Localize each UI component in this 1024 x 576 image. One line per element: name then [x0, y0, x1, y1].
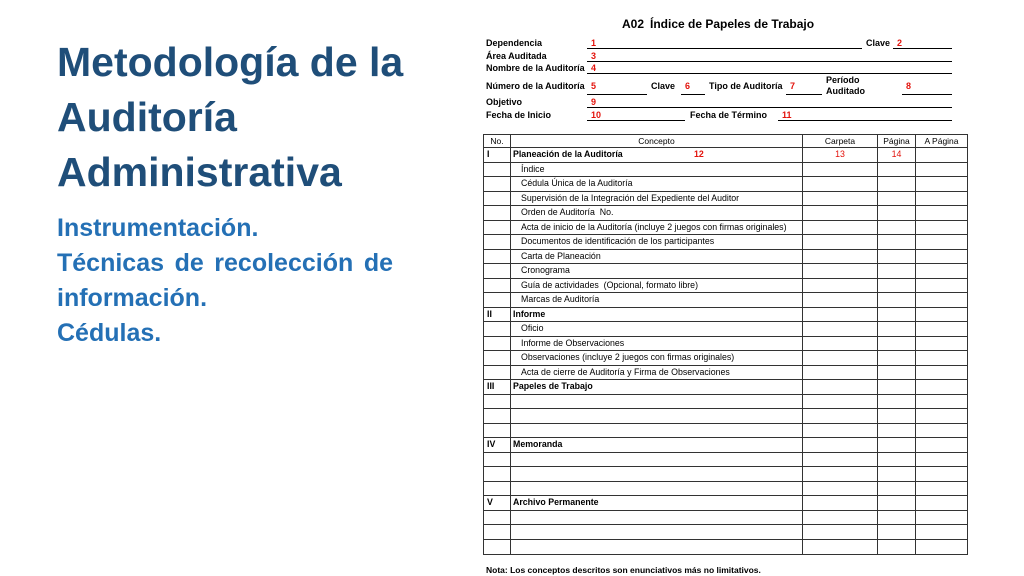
- field-ref-number: 2: [897, 38, 903, 48]
- cell-a-pagina: [916, 148, 967, 162]
- table-row: [484, 206, 967, 221]
- footnote: Nota: Los conceptos descritos son enunciativos más no limitativos.: [486, 565, 761, 575]
- cell-no: [484, 496, 511, 510]
- cell-concept: [511, 206, 803, 220]
- cell-no: [484, 308, 511, 322]
- cell-concept: [511, 525, 803, 539]
- index-table: [483, 134, 968, 555]
- field-ref-number: 3: [591, 51, 597, 61]
- cell-carpeta: [803, 322, 878, 336]
- cell-carpeta: [803, 351, 878, 365]
- cell-pagina: [878, 264, 916, 278]
- cell-a-pagina: [916, 453, 967, 467]
- cell-concept: [511, 351, 803, 365]
- row-number: III: [487, 381, 495, 391]
- cell-pagina: [878, 424, 916, 438]
- cell-concept: [511, 322, 803, 336]
- cell-no: [484, 293, 511, 307]
- field-numero-auditoria: [587, 81, 647, 95]
- row-number: I: [487, 149, 490, 159]
- cell-a-pagina: [916, 482, 967, 496]
- cell-carpeta: [803, 540, 878, 555]
- cell-concept: [511, 366, 803, 380]
- field-ref-number: 11: [782, 110, 792, 120]
- cell-no: [484, 177, 511, 191]
- table-row: [484, 322, 967, 337]
- cell-pagina: [878, 453, 916, 467]
- slide-title-line-3: Administrativa: [57, 149, 342, 195]
- concept-text: Carta de Planeación: [521, 250, 601, 261]
- concept-text: Informe de Observaciones: [521, 337, 625, 348]
- field-ref-number: 5: [591, 81, 597, 91]
- table-row: [484, 467, 967, 482]
- concept-text: Cédula Única de la Auditoría: [521, 178, 633, 188]
- cell-no: [484, 540, 511, 555]
- field-objetivo: [587, 97, 952, 108]
- field-ref-number: 8: [906, 81, 912, 91]
- field-clave-auditoria: [681, 81, 705, 95]
- concept-text: Planeación de la Auditoría: [513, 149, 623, 159]
- table-row: [484, 337, 967, 352]
- cell-concept: [511, 264, 803, 278]
- header-a-pagina: A Página: [924, 136, 959, 146]
- field-dependencia: [587, 38, 862, 49]
- cell-pagina: [878, 177, 916, 191]
- cell-a-pagina: [916, 525, 967, 539]
- cell-carpeta: [803, 424, 878, 438]
- cell-carpeta: [803, 163, 878, 177]
- cell-carpeta: [803, 525, 878, 539]
- label-dependencia: Dependencia: [486, 38, 543, 48]
- cell-no: [484, 235, 511, 249]
- cell-no: [484, 148, 511, 162]
- concept-text: Archivo Permanente: [513, 497, 599, 507]
- cell-carpeta: [803, 395, 878, 409]
- label-clave-auditoria: Clave: [651, 81, 676, 91]
- cell-concept: [511, 308, 803, 322]
- cell-no: [484, 351, 511, 365]
- cell-no: [484, 322, 511, 336]
- cell-carpeta: [803, 409, 878, 423]
- table-row: [484, 409, 967, 424]
- cell-pagina: [878, 308, 916, 322]
- field-ref-number: 9: [591, 97, 597, 107]
- cell-concept: [511, 337, 803, 351]
- cell-carpeta: [803, 293, 878, 307]
- cell-carpeta: [803, 496, 878, 510]
- table-section-row: [484, 148, 967, 163]
- body-line-informacion: información.: [57, 284, 208, 312]
- cell-a-pagina: [916, 235, 967, 249]
- field-fecha-termino: [778, 110, 952, 121]
- cell-no: [484, 395, 511, 409]
- cell-no: [484, 525, 511, 539]
- cell-pagina: [878, 380, 916, 394]
- slide-title-line-1: Metodología de la: [57, 39, 404, 85]
- cell-pagina: [878, 206, 916, 220]
- header-no: No.: [484, 135, 511, 147]
- cell-a-pagina: [916, 540, 967, 555]
- concept-text: Acta de inicio de la Auditoría (incluye 2 juegos con firmas originales): [521, 221, 787, 232]
- cell-concept: [511, 221, 803, 235]
- cell-carpeta: [803, 366, 878, 380]
- cell-pagina: [878, 192, 916, 206]
- table-section-row: [484, 496, 967, 511]
- table-header-row: [484, 135, 967, 148]
- cell-carpeta: [803, 235, 878, 249]
- cell-a-pagina: [916, 337, 967, 351]
- table-row: [484, 453, 967, 468]
- concept-text: Oficio: [521, 323, 544, 333]
- concept-text: Guía de actividades (Opcional, formato libre): [521, 279, 698, 290]
- label-numero-auditoria: Número de la Auditoría: [486, 81, 585, 91]
- table-row: [484, 395, 967, 410]
- body-line-tecnicas: Técnicas de recolección de: [57, 249, 393, 277]
- cell-pagina: [878, 467, 916, 481]
- cell-no: [484, 221, 511, 235]
- cell-carpeta: [803, 264, 878, 278]
- cell-no: [484, 250, 511, 264]
- table-row: [484, 293, 967, 308]
- cell-carpeta: [803, 279, 878, 293]
- label-area-auditada: Área Auditada: [486, 51, 547, 61]
- cell-pagina: [878, 482, 916, 496]
- cell-no: [484, 366, 511, 380]
- cell-a-pagina: [916, 409, 967, 423]
- table-section-row: [484, 380, 967, 395]
- label-objetivo: Objetivo: [486, 97, 523, 107]
- cell-pagina: [878, 322, 916, 336]
- cell-a-pagina: [916, 264, 967, 278]
- concept-text: Memoranda: [513, 439, 563, 449]
- body-line-instrumentacion: Instrumentación.: [57, 214, 259, 242]
- cell-concept: [511, 395, 803, 409]
- concept-text: Orden de Auditoría No.: [521, 207, 614, 217]
- cell-concept: [511, 453, 803, 467]
- cell-pagina: [878, 148, 916, 162]
- cell-pagina: [878, 337, 916, 351]
- cell-a-pagina: [916, 351, 967, 365]
- cell-a-pagina: [916, 221, 967, 235]
- cell-concept: [511, 540, 803, 555]
- field-fecha-inicio: [587, 110, 685, 121]
- cell-a-pagina: [916, 366, 967, 380]
- page-ref: 13: [835, 149, 845, 159]
- cell-no: [484, 380, 511, 394]
- concept-ref-number: 12: [694, 149, 704, 159]
- form-title-text: Índice de Papeles de Trabajo: [650, 17, 815, 31]
- cell-concept: [511, 293, 803, 307]
- cell-no: [484, 409, 511, 423]
- cell-concept: [511, 482, 803, 496]
- concept-text: Papeles de Trabajo: [513, 381, 593, 391]
- concept-text: Supervisión de la Integración del Expediente del Auditor: [521, 192, 740, 203]
- cell-concept: [511, 467, 803, 481]
- cell-a-pagina: [916, 380, 967, 394]
- cell-carpeta: [803, 511, 878, 525]
- page-ref: 14: [891, 149, 902, 159]
- table-row: [484, 192, 967, 207]
- table-row: [484, 366, 967, 381]
- cell-no: [484, 482, 511, 496]
- cell-carpeta: [803, 192, 878, 206]
- cell-a-pagina: [916, 511, 967, 525]
- table-row: [484, 540, 967, 555]
- cell-pagina: [878, 366, 916, 380]
- label-periodo-auditado: Período Auditado: [826, 75, 865, 96]
- cell-no: [484, 206, 511, 220]
- label-fecha-inicio: Fecha de Inicio: [486, 110, 552, 120]
- table-body: [484, 148, 967, 554]
- cell-concept: [511, 380, 803, 394]
- cell-no: [484, 438, 511, 452]
- cell-a-pagina: [916, 395, 967, 409]
- cell-no: [484, 337, 511, 351]
- body-line-cedulas: Cédulas.: [57, 319, 162, 347]
- cell-pagina: [878, 438, 916, 452]
- label-nombre-auditoria: Nombre de la Auditoría: [486, 63, 585, 73]
- table-row: [484, 163, 967, 178]
- cell-pagina: [878, 293, 916, 307]
- table-row: [484, 177, 967, 192]
- cell-pagina: [878, 221, 916, 235]
- field-ref-number: 6: [685, 81, 691, 91]
- field-ref-number: 1: [591, 38, 597, 48]
- cell-no: [484, 511, 511, 525]
- label-clave: Clave: [866, 38, 891, 48]
- field-periodo-auditado: [902, 81, 952, 95]
- field-ref-number: 4: [591, 63, 597, 73]
- cell-carpeta: [803, 380, 878, 394]
- cell-carpeta: [803, 438, 878, 452]
- header-pagina: Página: [878, 135, 916, 147]
- cell-carpeta: [803, 453, 878, 467]
- cell-a-pagina: [916, 206, 967, 220]
- row-number: II: [487, 308, 492, 319]
- cell-a-pagina: [916, 250, 967, 264]
- concept-text: Marcas de Auditoría: [521, 294, 600, 304]
- cell-pagina: [878, 395, 916, 409]
- cell-carpeta: [803, 482, 878, 496]
- table-row: [484, 279, 967, 294]
- cell-concept: [511, 424, 803, 438]
- table-section-row: [484, 308, 967, 323]
- cell-concept: [511, 279, 803, 293]
- header-carpeta: Carpeta: [803, 135, 878, 147]
- cell-no: [484, 279, 511, 293]
- cell-no: [484, 424, 511, 438]
- cell-no: [484, 163, 511, 177]
- header-concepto: Concepto: [511, 135, 803, 147]
- cell-a-pagina: [916, 192, 967, 206]
- cell-no: [484, 264, 511, 278]
- cell-pagina: [878, 511, 916, 525]
- cell-pagina: [878, 409, 916, 423]
- form-title: [622, 17, 814, 31]
- table-row: [484, 525, 967, 540]
- cell-carpeta: [803, 337, 878, 351]
- cell-concept: [511, 235, 803, 249]
- cell-a-pagina: [916, 424, 967, 438]
- cell-a-pagina: [916, 322, 967, 336]
- cell-carpeta: [803, 250, 878, 264]
- cell-carpeta: [803, 308, 878, 322]
- concept-text: Acta de cierre de Auditoría y Firma de Observaciones: [521, 366, 730, 377]
- cell-a-pagina: [916, 293, 967, 307]
- cell-a-pagina: [916, 467, 967, 481]
- table-row: [484, 351, 967, 366]
- row-number: V: [487, 497, 493, 507]
- cell-a-pagina: [916, 279, 967, 293]
- cell-concept: [511, 192, 803, 206]
- cell-concept: [511, 250, 803, 264]
- field-area-auditada: [587, 51, 952, 62]
- cell-carpeta: [803, 177, 878, 191]
- cell-carpeta: [803, 148, 878, 162]
- concept-text: Cronograma: [521, 265, 570, 275]
- cell-a-pagina: [916, 496, 967, 510]
- cell-pagina: [878, 351, 916, 365]
- concept-text: Índice: [521, 163, 545, 174]
- concept-text: Informe: [513, 308, 546, 319]
- label-fecha-termino: Fecha de Término: [690, 110, 768, 120]
- cell-no: [484, 467, 511, 481]
- table-row: [484, 424, 967, 439]
- field-tipo-auditoria: [786, 81, 822, 95]
- field-ref-number: 10: [591, 110, 602, 120]
- table-section-row: [484, 438, 967, 453]
- cell-concept: [511, 163, 803, 177]
- concept-text: Documentos de identificación de los participantes: [521, 236, 715, 246]
- cell-carpeta: [803, 467, 878, 481]
- field-ref-number: 7: [790, 81, 796, 91]
- table-row: [484, 235, 967, 250]
- table-row: [484, 264, 967, 279]
- cell-concept: [511, 496, 803, 510]
- cell-a-pagina: [916, 163, 967, 177]
- cell-a-pagina: [916, 177, 967, 191]
- cell-concept: [511, 511, 803, 525]
- cell-no: [484, 192, 511, 206]
- form-code: A02: [622, 17, 645, 31]
- cell-pagina: [878, 250, 916, 264]
- row-number: IV: [487, 439, 496, 449]
- cell-no: [484, 453, 511, 467]
- cell-pagina: [878, 279, 916, 293]
- concept-text: Observaciones (incluye 2 juegos con firmas originales): [521, 352, 735, 362]
- cell-concept: [511, 148, 803, 162]
- slide-title-line-2: Auditoría: [57, 94, 237, 140]
- cell-a-pagina: [916, 438, 967, 452]
- cell-concept: [511, 409, 803, 423]
- cell-concept: [511, 177, 803, 191]
- cell-pagina: [878, 496, 916, 510]
- cell-carpeta: [803, 206, 878, 220]
- table-row: [484, 511, 967, 526]
- table-row: [484, 482, 967, 497]
- label-tipo-auditoria: Tipo de Auditoría: [709, 81, 783, 91]
- table-row: [484, 250, 967, 265]
- field-clave: [893, 38, 952, 49]
- cell-pagina: [878, 540, 916, 555]
- table-row: [484, 221, 967, 236]
- cell-a-pagina: [916, 308, 967, 322]
- cell-pagina: [878, 163, 916, 177]
- cell-pagina: [878, 235, 916, 249]
- cell-concept: [511, 438, 803, 452]
- cell-carpeta: [803, 221, 878, 235]
- field-nombre-auditoria: [587, 63, 952, 74]
- cell-pagina: [878, 525, 916, 539]
